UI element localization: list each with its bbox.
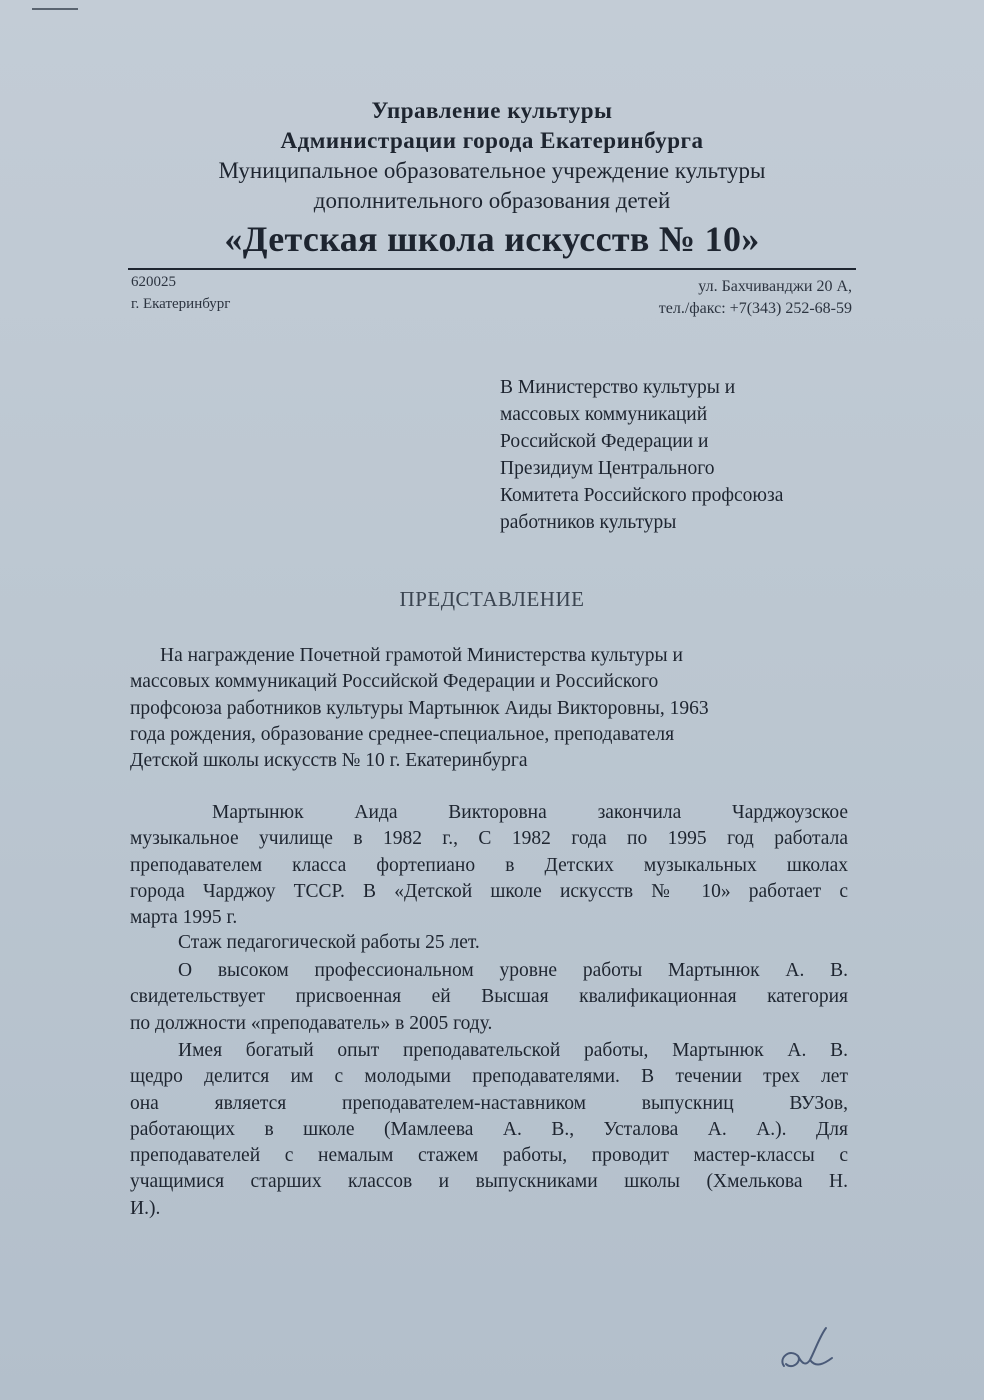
header-administration: Администрации города Екатеринбурга xyxy=(280,128,704,153)
recipient-line: Комитета Российского профсоюза xyxy=(500,485,784,506)
corner-mark xyxy=(32,8,78,10)
text-line: Мартынюк Аида Викторовна закончила Чарджоузское xyxy=(212,802,848,823)
text-line: щедро делится им с молодыми преподавателями. В течении трех лет xyxy=(130,1066,848,1088)
handwritten-initial-signature xyxy=(776,1318,846,1378)
intro-paragraph xyxy=(130,643,848,774)
address-left xyxy=(131,271,230,315)
header-department: Управление культуры xyxy=(371,98,613,123)
experience-paragraph xyxy=(130,930,848,956)
text-line: города Чарджоу ТССР. В «Детской школе искусств № 10» работает с xyxy=(130,880,848,902)
text-line: И.). xyxy=(130,1197,161,1219)
text-line: профсоюза работников культуры Мартынюк Аиды Викторовны, 1963 xyxy=(130,697,709,719)
text-line: На награждение Почетной грамотой Министерства культуры и xyxy=(160,645,683,666)
text-line: она является преподавателем-наставником выпускниц ВУЗов, xyxy=(130,1092,848,1114)
text-line: по должности «преподаватель» в 2005 году. xyxy=(130,1012,493,1034)
header-institution: Муниципальное образовательное учреждение культуры xyxy=(218,158,766,183)
recipient-line: Президиум Центрального xyxy=(500,458,715,479)
recipient-line: массовых коммуникаций xyxy=(500,404,708,425)
phone-fax: тел./факс: +7(343) 252-68-59 xyxy=(658,300,852,317)
address-right xyxy=(659,276,852,320)
header-school-name: «Детская школа искусств № 10» xyxy=(224,219,760,259)
text-line: Имея богатый опыт преподавательской работы, Мартынюк А. В. xyxy=(178,1040,848,1061)
text-line: преподавателей с немалым стажем работы, проводит мастер-классы с xyxy=(130,1145,848,1167)
city: г. Екатеринбург xyxy=(131,296,231,312)
street-address: ул. Бахчиванджи 20 А, xyxy=(698,278,852,295)
text-line: марта 1995 г. xyxy=(130,907,238,929)
text-line: свидетельствует присвоенная ей Высшая квалификационная категория xyxy=(130,986,848,1008)
text-line: музыкальное училище в 1982 г., С 1982 года по 1995 год работала xyxy=(130,828,848,850)
header-divider xyxy=(128,268,856,270)
text-line: О высоком профессиональном уровне работы Мартынюк А. В. xyxy=(178,960,848,981)
recipient-line: работников культуры xyxy=(500,512,677,533)
recipient-line: В Министерство культуры и xyxy=(500,377,736,398)
recipient-block xyxy=(500,374,870,536)
text-line: Стаж педагогической работы 25 лет. xyxy=(178,932,480,953)
postal-code: 620025 xyxy=(131,274,176,290)
letterhead xyxy=(100,96,884,262)
text-line: Детской школы искусств № 10 г. Екатеринбурга xyxy=(130,750,528,772)
document-title: ПРЕДСТАВЛЕНИЕ xyxy=(399,587,585,611)
header-institution-type: дополнительного образования детей xyxy=(313,188,671,213)
text-line: учащимися старших классов и выпускниками школы (Хмелькова Н. xyxy=(130,1171,848,1193)
mentoring-paragraph xyxy=(130,1038,848,1222)
text-line: года рождения, образование среднее-специальное, преподавателя xyxy=(130,723,675,745)
text-line: работающих в школе (Мамлеева А. В., Усталова А. А.). Для xyxy=(130,1118,848,1140)
biography-paragraph xyxy=(130,800,848,931)
text-line: массовых коммуникаций Российской Федерации и Российского xyxy=(130,671,659,693)
recipient-line: Российской Федерации и xyxy=(500,431,709,452)
text-line: преподавателем класса фортепиано в Детских музыкальных школах xyxy=(130,854,848,876)
qualification-paragraph xyxy=(130,958,848,1037)
